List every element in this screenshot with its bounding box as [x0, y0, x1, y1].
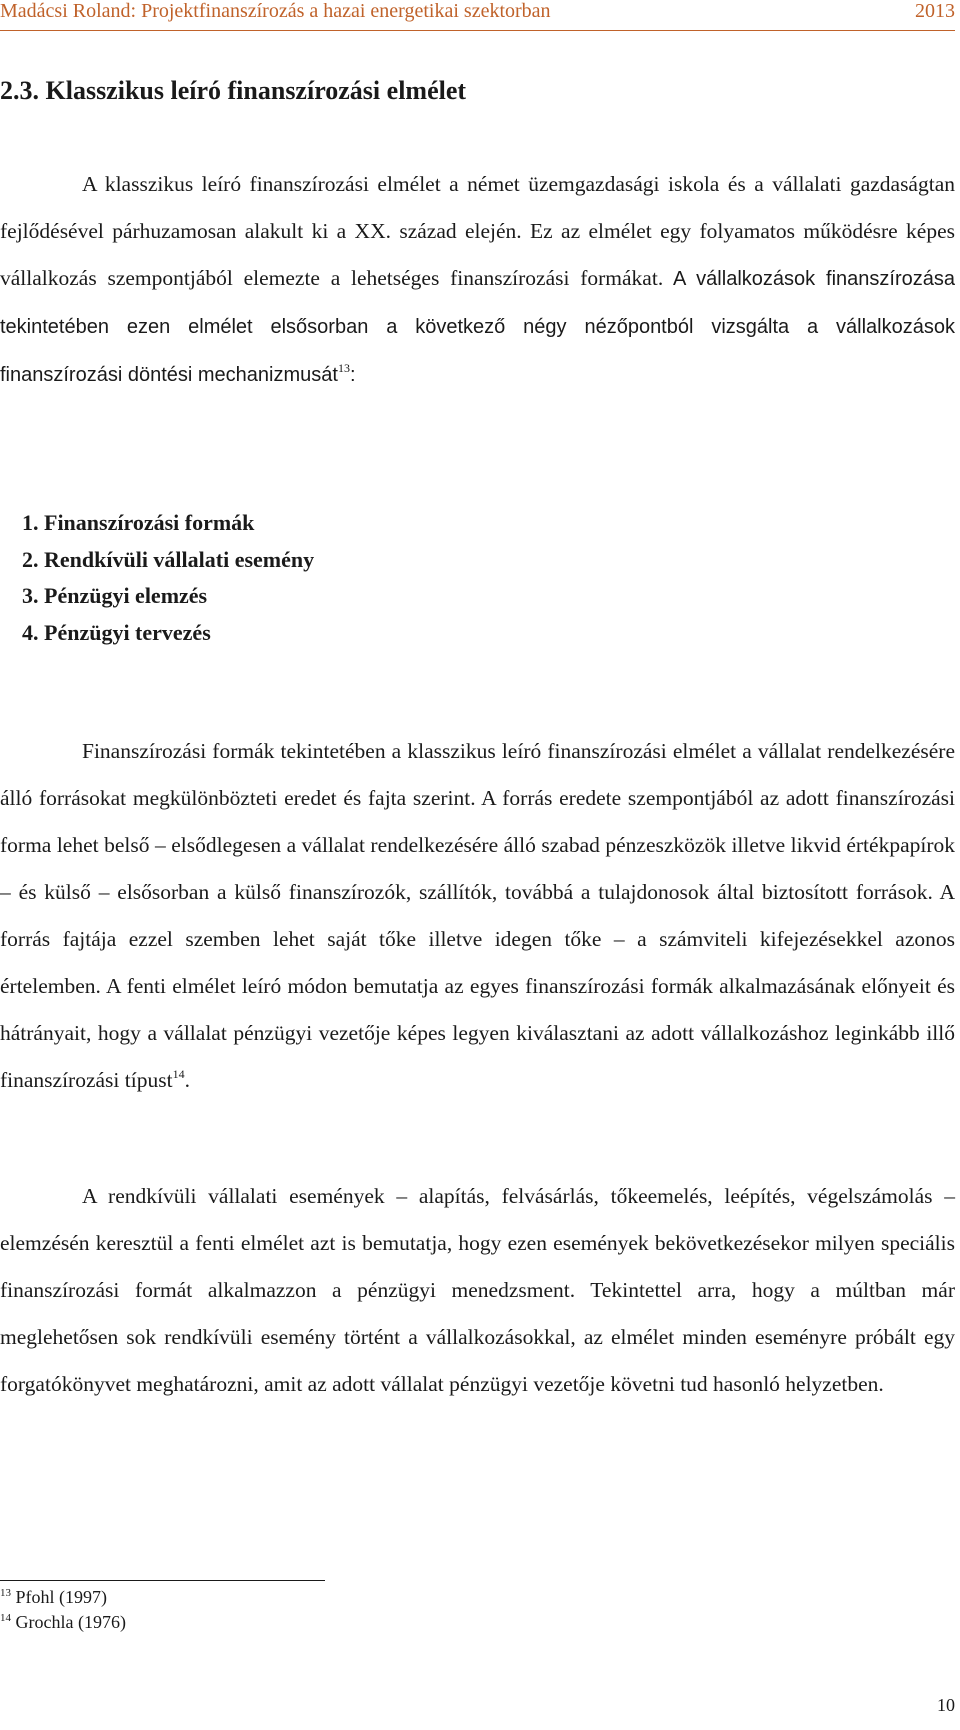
footnotes	[0, 1585, 126, 1635]
header-year: 2013	[915, 0, 955, 22]
list-item: 2. Rendkívüli vállalati esemény	[22, 546, 315, 572]
list-item: 1. Finanszírozási formák	[22, 510, 255, 535]
page-number: 10	[937, 1695, 955, 1715]
list-item: 4. Pénzügyi tervezés	[22, 620, 211, 646]
viewpoint-list	[22, 505, 314, 652]
paragraph-intro-end: :	[349, 364, 356, 386]
paragraph-intro-serif: A klasszikus leíró finanszírozási elmélet a német üzemgazdasági iskola és a vállalati gazdaságtan fejlődésével párhuzamosan alakult ki a XX. század elején. Ez az elmélet egy folyamatos működésre képes vállalkozás szempontjából elemezte a lehetséges finanszírozási formákat.	[0, 172, 955, 290]
paragraph-financing-forms-text: Finanszírozási formák tekintetében a klasszikus leíró finanszírozási elmélet a vállalat rendelkezésére álló forrásokat megkülönbözteti eredet és fajta szerint. A forrás eredete szempontjából az adott finanszírozási forma lehet belső – elsődlegesen a vállalat rendelkezésére álló szabad pénzeszközök illetve likvid értékpapírok – és külső – elsősorban a külső finanszírozók, szállítók, továbbá a tulajdonosok által biztosított források. A forrás fajtája ezzel szemben lehet saját tőke illetve idegen tőke – a számviteli kifejezésekkel azonos értelemben. A fenti elmélet leíró módon bemutatja az egyes finanszírozási formák alkalmazásának előnyeit és hátrányait, hogy a vállalat pénzügyi vezetője képes legyen kiválasztani az adott vállalkozáshoz leginkább illő finanszírozási típust	[0, 739, 955, 1092]
paragraph-financing-forms-end: .	[184, 1068, 190, 1092]
list-item: 3. Pénzügyi elemzés	[22, 583, 208, 609]
section-title: 2.3. Klasszikus leíró finanszírozási elmélet	[0, 76, 467, 105]
footnote-text: Grochla (1976)	[11, 1612, 126, 1632]
paragraph-intro	[0, 161, 955, 399]
footnote-number: 13	[0, 1587, 11, 1599]
footnote-item	[0, 1585, 126, 1610]
footnote-number: 14	[0, 1612, 11, 1624]
header-divider	[0, 30, 955, 31]
paragraph-extraordinary-events: A rendkívüli vállalati események – alapítás, felvásárlás, tőkeemelés, leépítés, végelszámolás – elemzésén keresztül a fenti elmélet azt is bemutatja, hogy ezen események bekövetkezésekor milyen speciális finanszírozási formát alkalmazzon a pénzügyi menedzsment. Tekintettel arra, hogy a múltban már meglehetősen sok rendkívüli esemény történt a vállalkozásokkal, az elmélet minden eseményre próbált egy forgatókönyvet meghatározni, amit az adott vállalat pénzügyi vezetője követni tud hasonló helyzetben.	[0, 1184, 955, 1396]
footnote-ref-13: 13	[337, 361, 350, 375]
header-title: Madácsi Roland: Projektfinanszírozás a hazai energetikai szektorban	[0, 0, 551, 22]
footnote-text: Pfohl (1997)	[11, 1587, 107, 1607]
running-header	[0, 0, 955, 30]
footnote-ref-14: 14	[172, 1067, 185, 1081]
footnote-item	[0, 1610, 126, 1635]
paragraph-intro-sans: A vállalkozások finanszírozása tekintetében ezen elmélet elsősorban a következő négy nézőpontból vizsgálta a vállalkozások finanszírozási döntési mechanizmusát	[0, 268, 956, 386]
footnote-divider	[0, 1580, 325, 1581]
paragraph-financing-forms	[0, 728, 955, 1104]
